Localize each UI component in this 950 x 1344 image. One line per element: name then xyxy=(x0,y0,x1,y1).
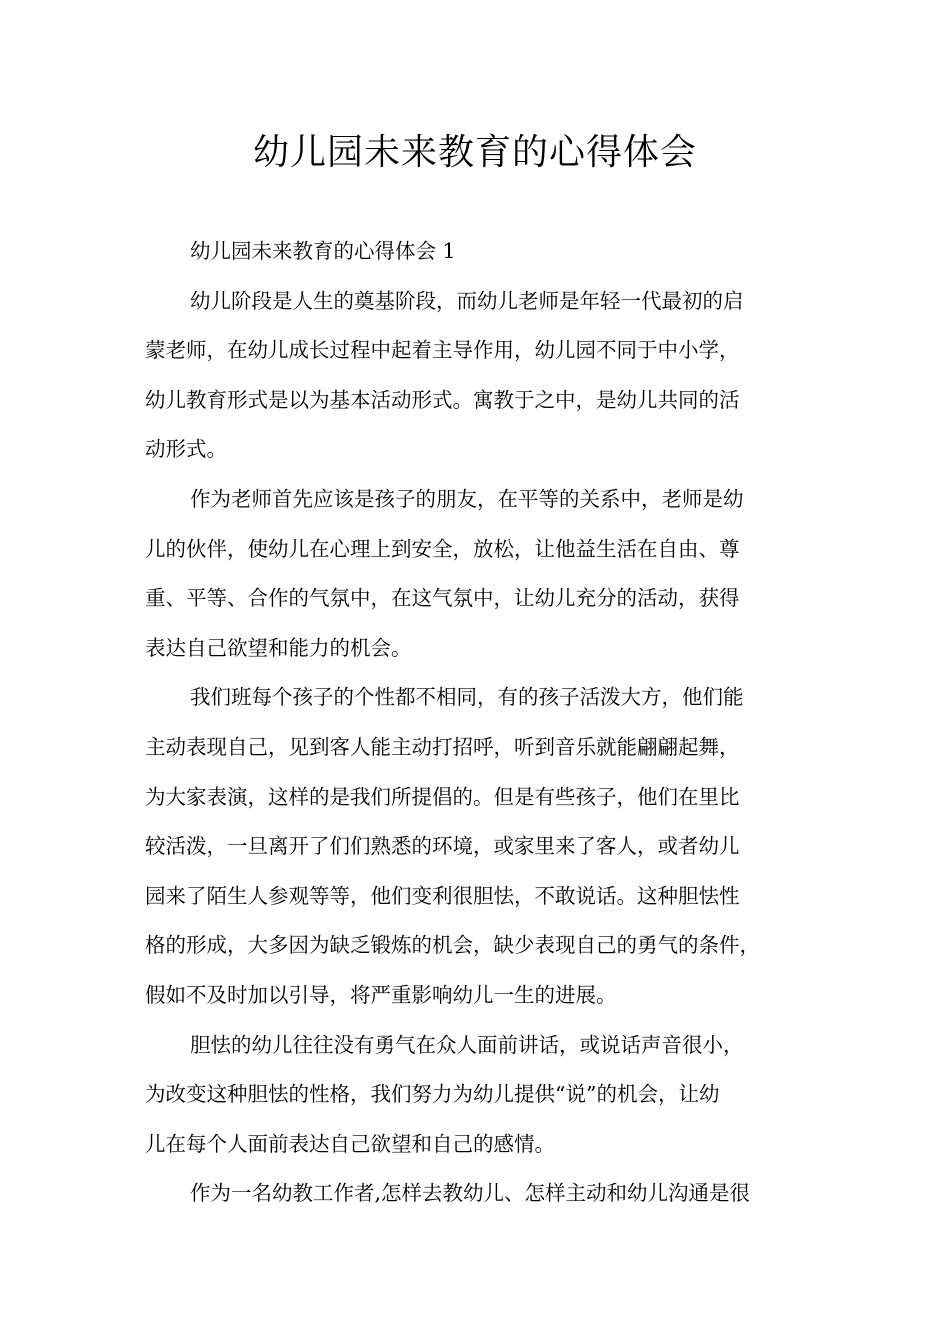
text-line: 假如不及时加以引导，将严重影响幼儿一生的进展。 xyxy=(145,982,617,1007)
paragraph-1 xyxy=(145,277,825,475)
paragraph-4 xyxy=(145,1021,825,1170)
text-line: 园来了陌生人参观等等，他们变利很胆怯，不敢说话。这种胆怯性 xyxy=(145,883,740,908)
text-line: 儿在每个人面前表达自己欲望和自己的感情。 xyxy=(145,1131,555,1156)
paragraph-3 xyxy=(145,673,825,1020)
text-line: 幼儿阶段是人生的奠基阶段，而幼儿老师是年轻一代最初的启 xyxy=(190,288,744,313)
text-line: 胆怯的幼儿往往没有勇气在众人面前讲话，或说话声音很小， xyxy=(190,1032,744,1057)
text-line: 儿的伙伴，使幼儿在心理上到安全，放松，让他益生活在自由、尊 xyxy=(145,536,740,561)
text-line: 为改变这种胆怯的性格，我们努力为幼儿提供“说”的机会，让幼 xyxy=(145,1082,720,1107)
document-title: 幼儿园未来教育的心得体会 xyxy=(252,132,697,173)
text-line: 蒙老师，在幼儿成长过程中起着主导作用，幼儿园不同于中小学， xyxy=(145,338,740,363)
text-line: 动形式。 xyxy=(145,437,227,462)
section-heading: 幼儿园未来教育的心得体会 1 xyxy=(190,239,456,263)
text-line: 作为一名幼教工作者,怎样去教幼儿、怎样主动和幼儿沟通是很 xyxy=(190,1181,751,1206)
text-line: 格的形成，大多因为缺乏锻炼的机会，缺少表现自己的勇气的条件， xyxy=(145,933,760,958)
text-line: 我们班每个孩子的个性都不相同，有的孩子活泼大方，他们能 xyxy=(190,685,744,710)
text-line: 表达自己欲望和能力的机会。 xyxy=(145,635,412,660)
paragraph-5 xyxy=(145,1169,825,1219)
text-line: 重、平等、合作的气氛中，在这气氛中，让幼儿充分的活动，获得 xyxy=(145,586,740,611)
text-line: 作为老师首先应该是孩子的朋友，在平等的关系中，老师是幼 xyxy=(190,486,744,511)
document-body xyxy=(145,227,825,1219)
text-line: 较活泼，一旦离开了们们熟悉的环境，或家里来了客人，或者幼儿 xyxy=(145,834,740,859)
paragraph-2 xyxy=(145,475,825,673)
text-line: 主动表现自己，见到客人能主动打招呼，听到音乐就能翩翩起舞， xyxy=(145,734,740,759)
text-line: 为大家表演，这样的是我们所提倡的。但是有些孩子，他们在里比 xyxy=(145,784,740,809)
text-line: 幼儿教育形式是以为基本活动形式。寓教于之中，是幼儿共同的活 xyxy=(145,387,740,412)
